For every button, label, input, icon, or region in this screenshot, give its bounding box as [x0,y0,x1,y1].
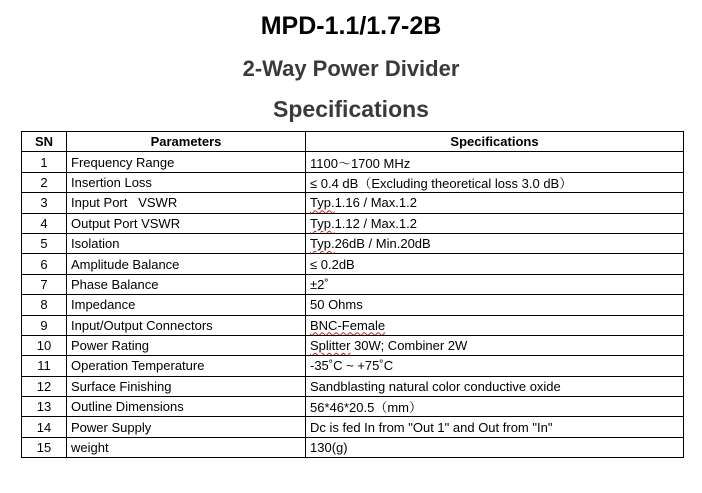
row-value [306,193,684,213]
header-parameters: Parameters [67,132,306,152]
row-value: 50 Ohms [306,295,684,315]
row-sn: 3 [22,193,67,213]
row-value: -35˚C ~ +75˚C [306,356,684,376]
row-sn: 9 [22,315,67,335]
row-parameter: weight [67,437,306,457]
row-sn: 8 [22,295,67,315]
row-parameter: Impedance [67,295,306,315]
row-value [306,213,684,233]
value-text: 1.12 / Max.1.2 [334,215,417,231]
row-parameter: Output Port VSWR [67,213,306,233]
table-row [22,152,684,172]
row-parameter: Power Rating [67,335,306,355]
row-parameter: Input/Output Connectors [67,315,306,335]
table-row [22,335,684,355]
spellcheck-marked-text: Typ. [310,195,335,211]
row-parameter: Input Port VSWR [67,193,306,213]
row-sn: 6 [22,254,67,274]
row-parameter: Outline Dimensions [67,397,306,417]
row-sn: 4 [22,213,67,233]
row-parameter: Operation Temperature [67,356,306,376]
table-row [22,233,684,253]
row-parameter: Frequency Range [67,152,306,172]
row-value: ≤ 0.2dB [306,254,684,274]
row-value: Dc is fed In from "Out 1" and Out from "In" [306,417,684,437]
table-header-row [22,132,684,152]
spellcheck-marked-text: Splitter [310,338,351,354]
table-row [22,356,684,376]
value-text: 26dB / Min.20dB [334,236,431,252]
row-sn: 7 [22,274,67,294]
model-title: MPD-1.1/1.7-2B [260,12,442,40]
table-row [22,295,684,315]
row-parameter: Surface Finishing [67,376,306,396]
value-text: 1.16 / Max.1.2 [334,195,417,211]
row-value [306,315,684,335]
row-sn: 14 [22,417,67,437]
table-row [22,274,684,294]
table-row [22,437,684,457]
row-sn: 11 [22,356,67,376]
row-value: 56*46*20.5（mm） [306,397,684,417]
spellcheck-marked-text: BNC-Female [310,317,386,333]
row-value: ±2˚ [306,274,684,294]
row-sn: 10 [22,335,67,355]
row-sn: 1 [22,152,67,172]
row-sn: 15 [22,437,67,457]
row-sn: 12 [22,376,67,396]
table-row [22,193,684,213]
row-sn: 2 [22,172,67,192]
row-value [306,233,684,253]
table-row [22,172,684,192]
spellcheck-marked-text: Typ. [310,215,335,231]
row-sn: 13 [22,397,67,417]
table-row [22,213,684,233]
table-row [22,376,684,396]
table-row [22,397,684,417]
value-text: 30W; Combiner 2W [350,338,468,354]
specifications-table [21,131,684,458]
row-parameter: Insertion Loss [67,172,306,192]
table-row [22,417,684,437]
row-parameter: Power Supply [67,417,306,437]
row-sn: 5 [22,233,67,253]
row-value: ≤ 0.4 dB（Excluding theoretical loss 3.0 dB） [306,172,684,192]
row-value: 1100～1700 MHz [306,152,684,172]
row-value [306,335,684,355]
header-specifications: Specifications [306,132,684,152]
product-subtitle: 2-Way Power Divider [242,56,460,81]
row-value: Sandblasting natural color conductive oxide [306,376,684,396]
row-parameter: Phase Balance [67,274,306,294]
section-title: Specifications [273,96,429,122]
row-value: 130(g) [306,437,684,457]
spellcheck-marked-text: Typ. [310,236,335,252]
table-row [22,315,684,335]
row-parameter: Amplitude Balance [67,254,306,274]
table-row [22,254,684,274]
header-sn: SN [22,132,67,152]
row-parameter: Isolation [67,233,306,253]
